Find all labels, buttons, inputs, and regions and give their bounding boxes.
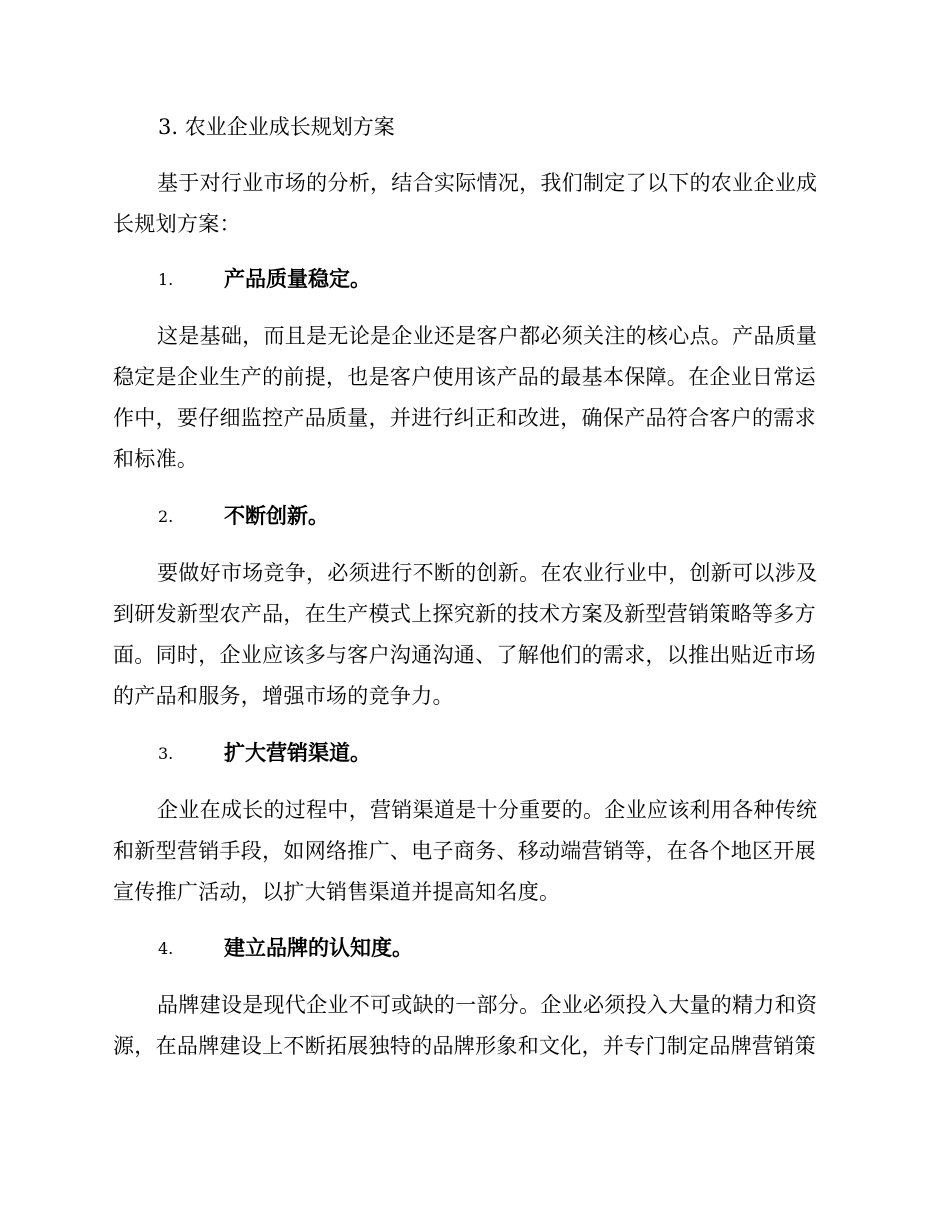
list-item-3-body: 企业在成长的过程中，营销渠道是十分重要的。企业应该利用各种传统和新型营销手段，如网络推广、电子商务、移动端营销等，在各个地区开展宣传推广活动，以扩大销售渠道并提高知名度。 — [113, 798, 818, 904]
section-heading: 3. 农业企业成长规划方案 — [158, 115, 395, 139]
list-item-number: 1. — [158, 270, 174, 289]
list-item-title: 扩大营销渠道。 — [224, 740, 371, 765]
list-item-1-body: 这是基础，而且是无论是企业还是客户都必须关注的核心点。产品质量稳定是企业生产的前提，也是客户使用该产品的最基本保障。在企业日常运作中，要仔细监控产品质量，并进行纠正和改进，确保产品符合客户的需求和标准。 — [113, 324, 818, 471]
list-item-title: 不断创新。 — [224, 503, 329, 528]
intro-paragraph: 基于对行业市场的分析，结合实际情况，我们制定了以下的农业企业成长规划方案： — [113, 171, 818, 236]
list-item-title: 建立品牌的认知度。 — [224, 935, 413, 960]
list-item-2-body: 要做好市场竞争，必须进行不断的创新。在农业行业中，创新可以涉及到研发新型农产品，在生产模式上探究新的技术方案及新型营销策略等多方面。同时，企业应该多与客户沟通沟通、了解他们的需求，以推出贴近市场的产品和服务，增强市场的竞争力。 — [113, 561, 818, 708]
list-item-4-body: 品牌建设是现代企业不可或缺的一部分。企业必须投入大量的精力和资源，在品牌建设上不断拓展独特的品牌形象和文化，并专门制定品牌营销策 — [113, 993, 818, 1058]
list-item-number: 4. — [158, 939, 174, 958]
list-item-title: 产品质量稳定。 — [224, 266, 371, 291]
list-item-number: 3. — [158, 744, 174, 763]
list-item-number: 2. — [158, 507, 174, 526]
